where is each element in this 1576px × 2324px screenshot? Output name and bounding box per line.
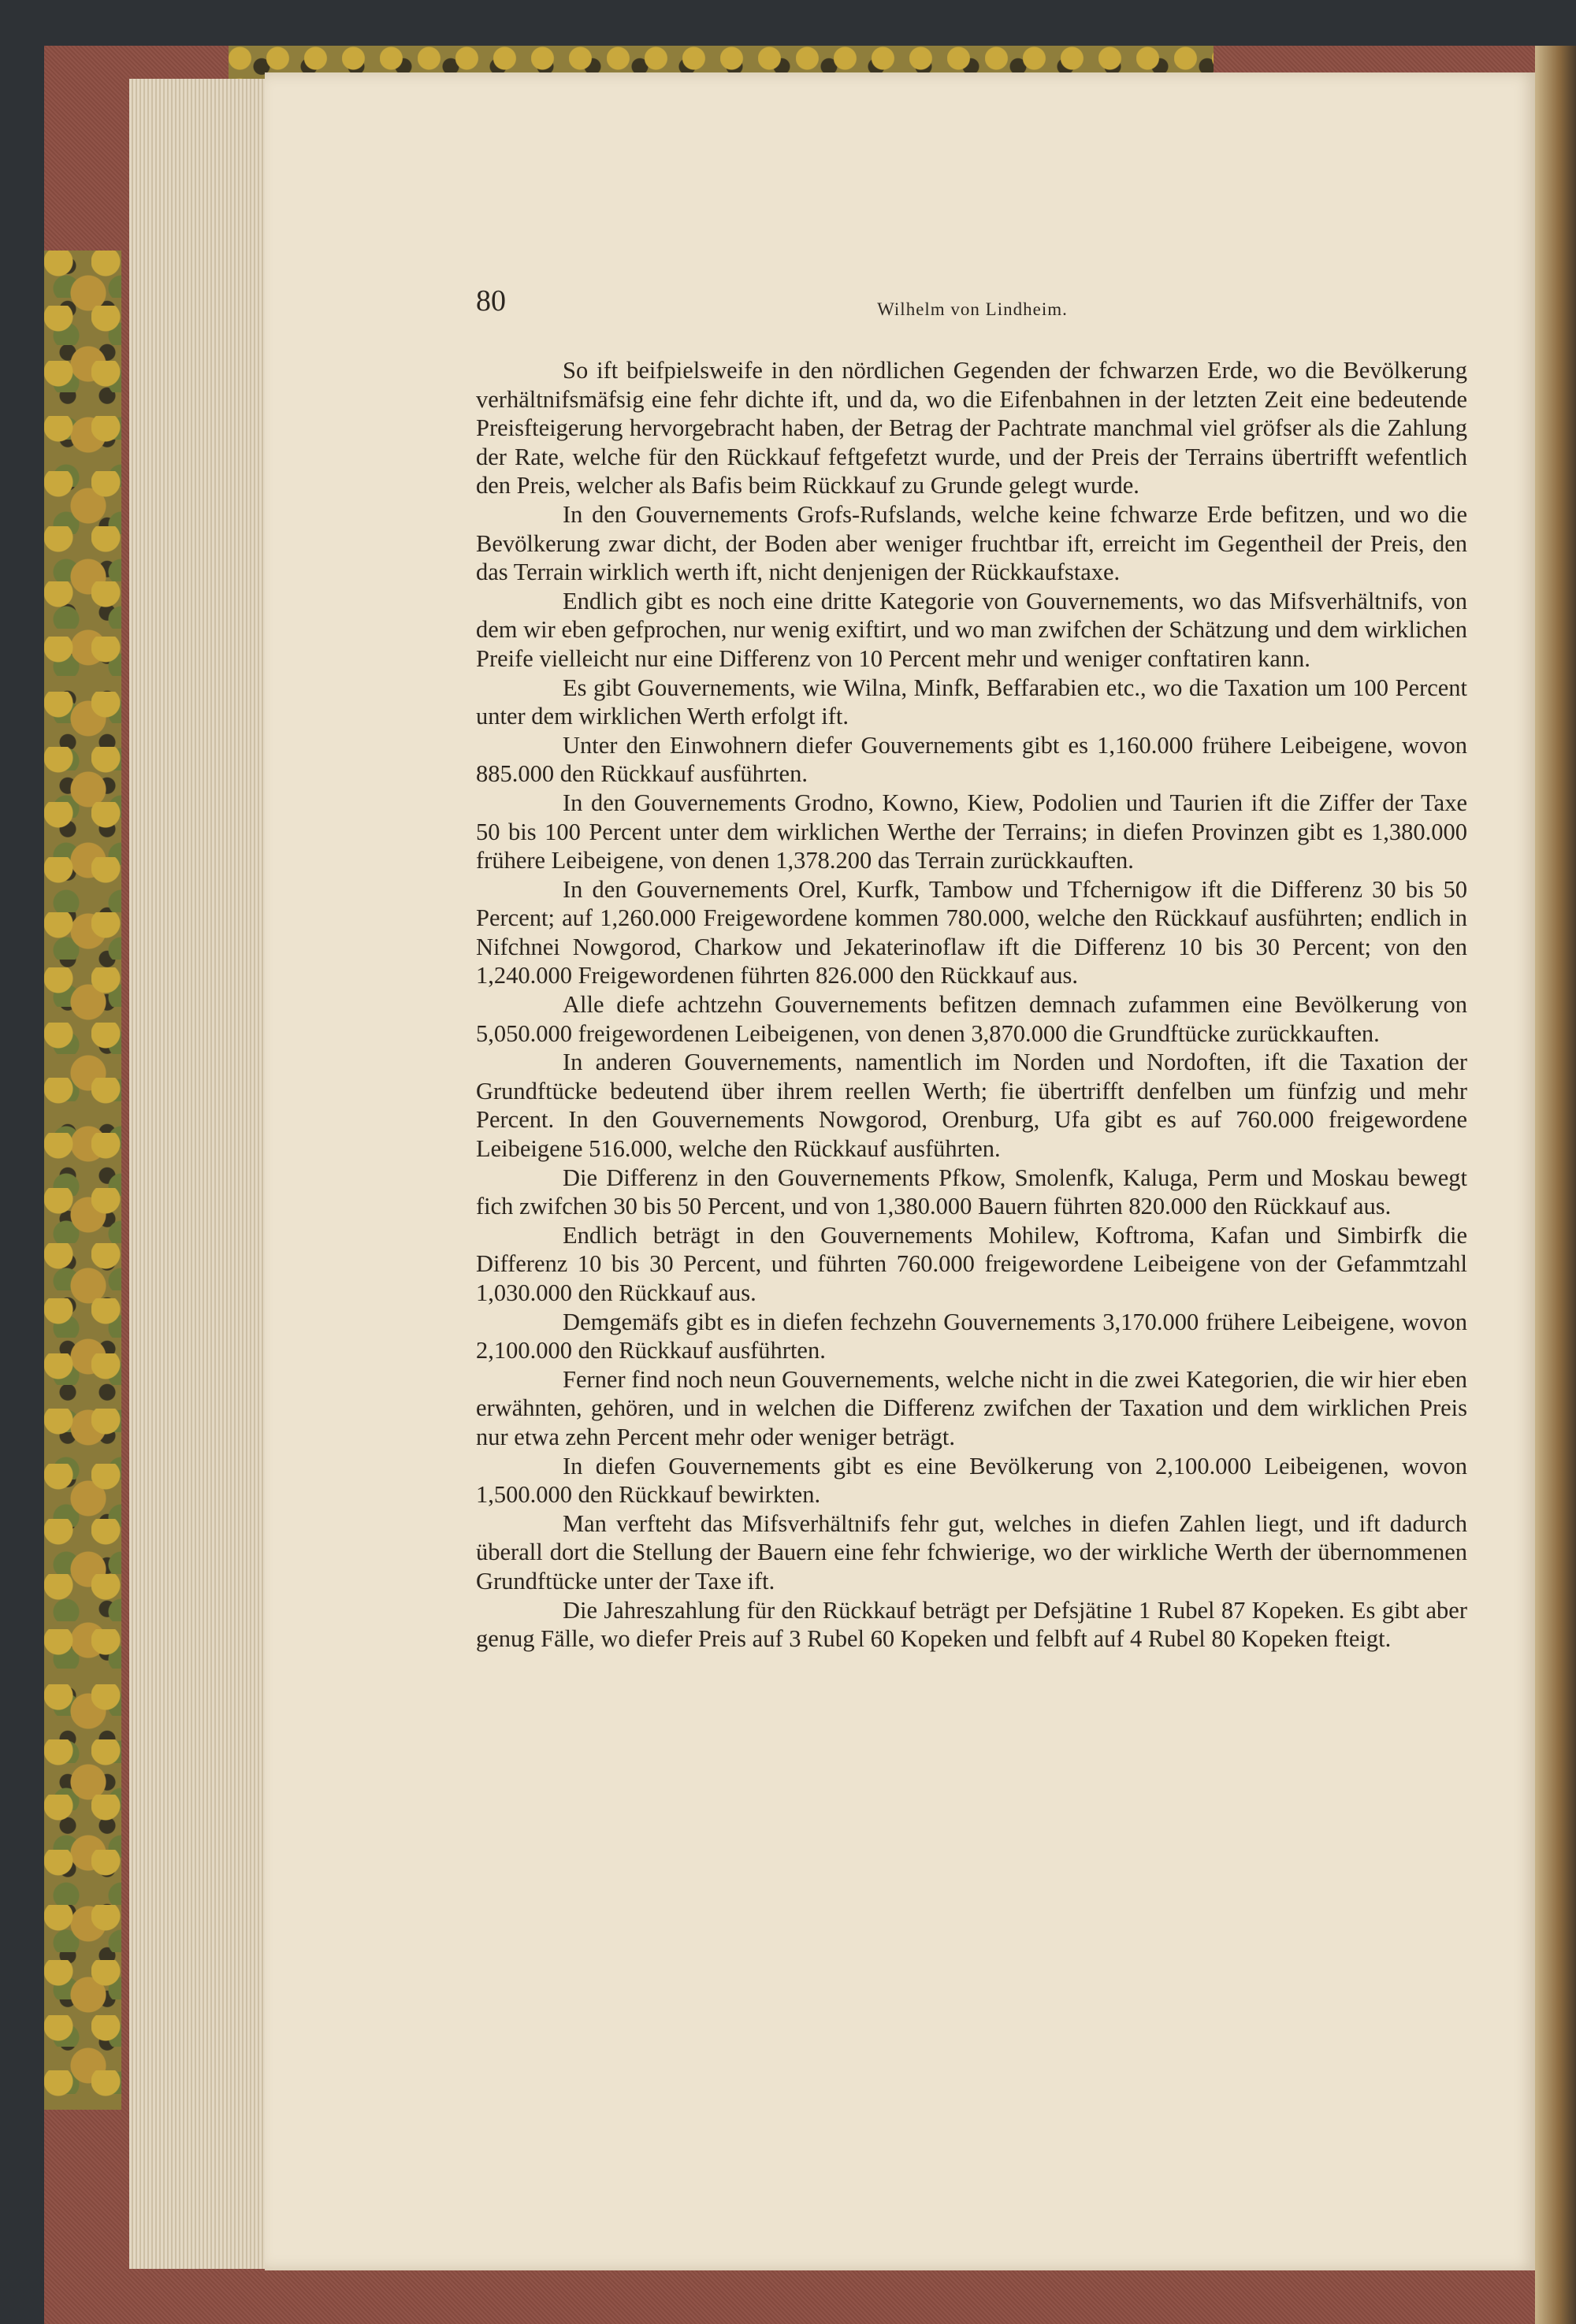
- marbled-endpaper-left: [44, 251, 121, 2110]
- paragraph: Es gibt Gouvernements, wie Wilna, Minfk, Beffarabien etc., wo die Taxation um 100 Percent unter dem wirklichen Werth erfolgt ift.: [476, 674, 1467, 730]
- running-head: Wilhelm von Lindheim.: [877, 299, 1068, 319]
- paragraph: Endlich gibt es noch eine dritte Kategorie von Gouvernements, wo das Mifsverhältnifs, von dem wir eben gefprochen, nur wenig exiftirt, und wo man zwifchen der Schätzung und dem wirklichen Preife vielleicht nur eine Differenz von 10 Percent mehr und weniger conftatiren kann.: [476, 587, 1467, 672]
- paragraph: In den Gouvernements Orel, Kurfk, Tambow und Tfchernigow ift die Differenz 30 bis 50 Percent; auf 1,260.000 Freigewordene kommen 780.000, welche den Rückkauf ausführten; endlich in Nifchnei Nowgorod, Charkow und Jekaterinoflaw ift die Differenz 10 bis 30 Percent; von den 1,240.000 Freigewordenen führten 826.000 den Rückkauf aus.: [476, 875, 1467, 989]
- body-text: [476, 356, 1467, 1654]
- paragraph: Die Differenz in den Gouvernements Pfkow, Smolenfk, Kaluga, Perm und Moskau bewegt fich zwifchen 30 bis 50 Percent, und von 1,380.000 Bauern führten 820.000 den Rückkauf aus.: [476, 1164, 1467, 1220]
- paragraph: Demgemäfs gibt es in diefen fechzehn Gouvernements 3,170.000 frühere Leibeigene, wovon 2,100.000 den Rückkauf ausführten.: [476, 1308, 1467, 1364]
- paragraph: Ferner find noch neun Gouvernements, welche nicht in die zwei Kategorien, die wir hier eben erwähnten, gehören, und in welchen die Differenz zwifchen der Taxation und dem wirklichen Preis nur etwa zehn Percent mehr oder weniger beträgt.: [476, 1365, 1467, 1450]
- paragraph: In den Gouvernements Grodno, Kowno, Kiew, Podolien und Taurien ift die Ziffer der Taxe 50 bis 100 Percent unter dem wirklichen Werthe der Terrains; in diefen Provinzen gibt es 1,380.000 frühere Leibeigene, von denen 1,378.200 das Terrain zurückkauften.: [476, 789, 1467, 874]
- paragraph: In diefen Gouvernements gibt es eine Bevölkerung von 2,100.000 Leibeigenen, wovon 1,500.000 den Rückkauf bewirkten.: [476, 1452, 1467, 1509]
- paragraph: So ift beifpielsweife in den nördlichen Gegenden der fchwarzen Erde, wo die Bevölkerung verhältnifsmäfsig eine fehr dichte ift, und da, wo die Eifenbahnen in der letzten Zeit eine bedeutende Preisfteigerung hervorgebracht haben, der Betrag der Pachtrate manchmal viel gröfser als die Zahlung der Rate, welche für den Rückkauf feftgefetzt wurde, und der Preis der Terrains übertrifft wefentlich den Preis, welcher als Bafis beim Rückkauf zu Grunde gelegt wurde.: [476, 357, 1467, 499]
- book-spine-edge: [1535, 46, 1576, 2324]
- paragraph: In anderen Gouvernements, namentlich im Norden und Nordoften, ift die Taxation der Grundftücke bedeutend über ihrem reellen Werth; fie übertrifft denfelben um fünfzig und mehr Percent. In den Gouvernements Nowgorod, Orenburg, Ufa gibt es auf 760.000 freigewordene Leibeigene 516.000, welche den Rückkauf ausführten.: [476, 1049, 1467, 1163]
- page-number: 80: [476, 284, 506, 317]
- paragraph: Die Jahreszahlung für den Rückkauf beträgt per Defsjätine 1 Rubel 87 Kopeken. Es gibt aber genug Fälle, wo diefer Preis auf 3 Rubel 60 Kopeken und felbft auf 4 Rubel 80 Kopeken fteigt.: [476, 1596, 1467, 1653]
- page-header: [476, 284, 1469, 339]
- page-block-edges: [129, 79, 268, 2269]
- paragraph: Endlich beträgt in den Gouvernements Mohilew, Koftroma, Kafan und Simbirfk die Differenz 10 bis 30 Percent, und führten 760.000 freigewordene Leibeigene von der Gefammtzahl 1,030.000 den Rückkauf aus.: [476, 1221, 1467, 1306]
- paragraph: In den Gouvernements Grofs-Rufslands, welche keine fchwarze Erde befitzen, und wo die Bevölkerung zwar dicht, der Boden aber weniger fruchtbar ift, erreicht im Gegentheil der Preis, den das Terrain wirklich werth ift, nicht denjenigen der Rückkaufstaxe.: [476, 500, 1467, 586]
- paragraph: Man verfteht das Mifsverhältnifs fehr gut, welches in diefen Zahlen liegt, und ift dadurch überall dort die Stellung der Bauern eine fehr fchwierige, wo der wirkliche Werth der übernommenen Grundftücke unter der Taxe ift.: [476, 1509, 1467, 1595]
- paragraph: Unter den Einwohnern diefer Gouvernements gibt es 1,160.000 frühere Leibeigene, wovon 885.000 den Rückkauf ausführten.: [476, 731, 1467, 788]
- paragraph: Alle diefe achtzehn Gouvernements befitzen demnach zufammen eine Bevölkerung von 5,050.000 freigewordenen Leibeigenen, von denen 3,870.000 die Grundftücke zurückkauften.: [476, 991, 1467, 1047]
